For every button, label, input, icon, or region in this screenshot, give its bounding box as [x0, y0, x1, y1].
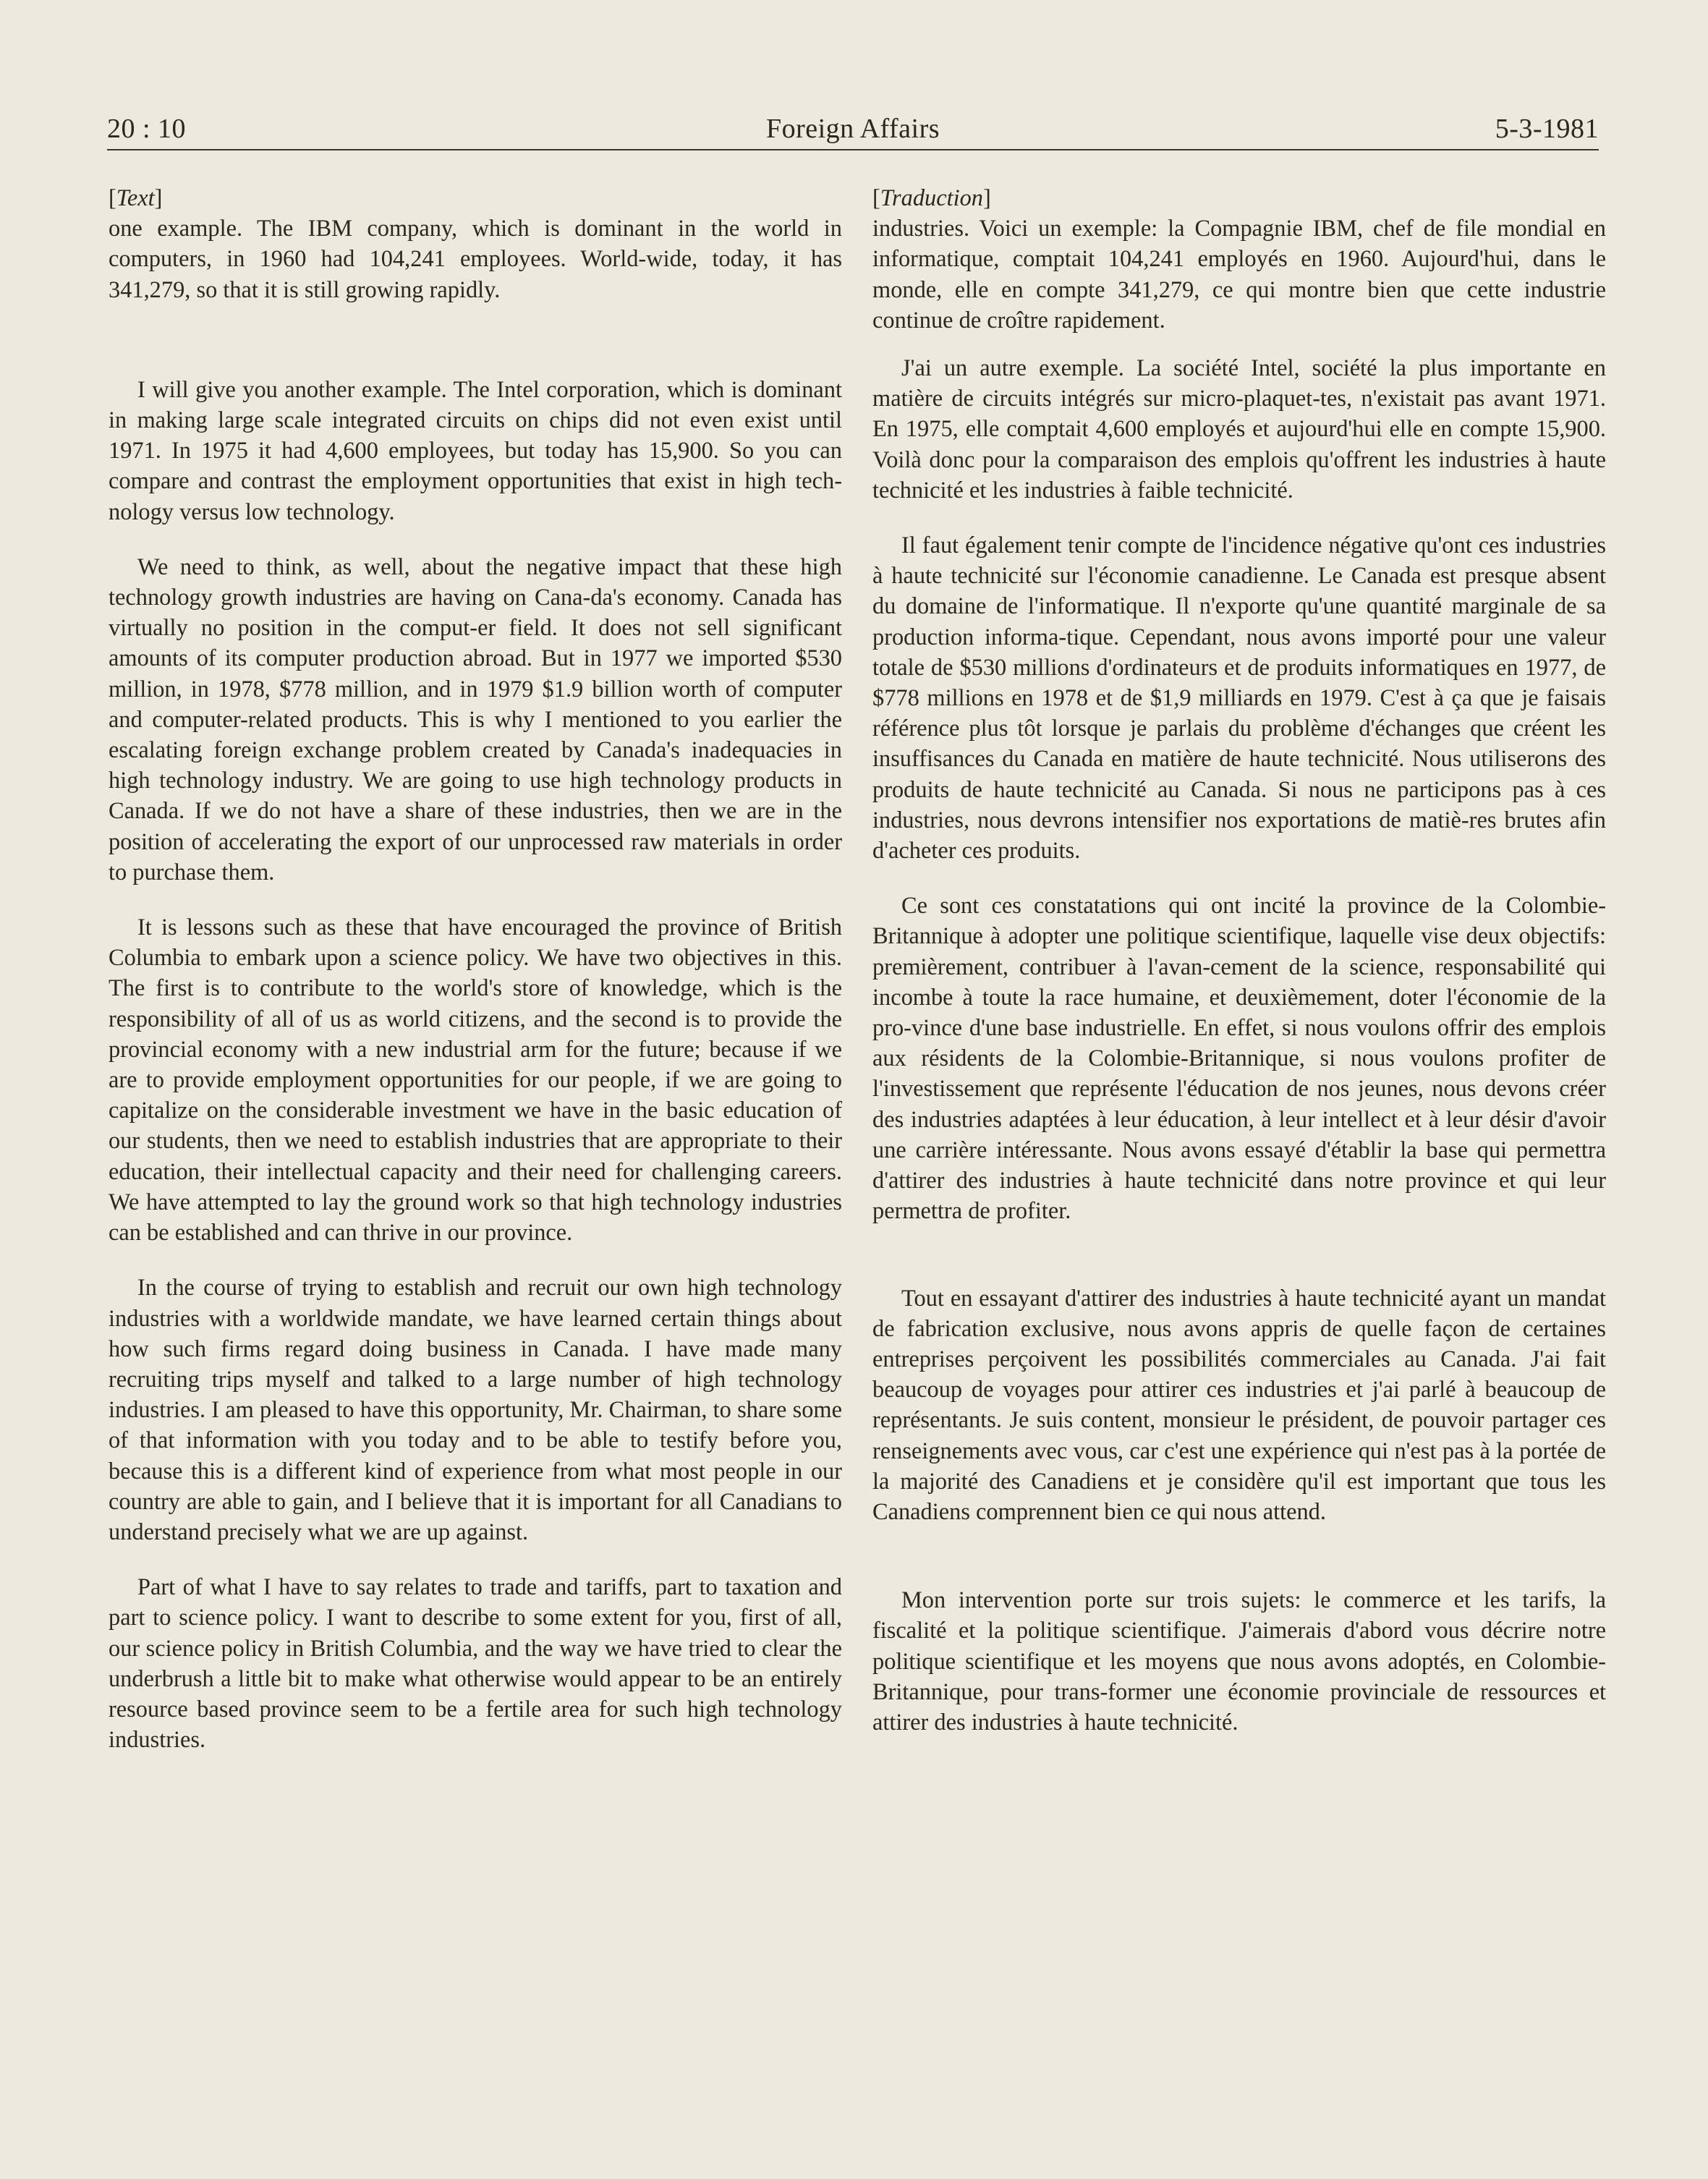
- paragraph: Mon intervention porte sur trois sujets: le commerce et les tarifs, la fiscalité et la politique scientifique. J'aimerais d'abord vous décrire notre politique scientifique et les moyens que nous avons adoptés, en Colombie-Britannique, pour trans-former une économie provinciale de ressources et attirer des industries à haute technicité.: [872, 1587, 1606, 1736]
- paragraph: Il faut également tenir compte de l'incidence négative qu'ont ces industries à haute technicité sur l'économie canadienne. Le Canada est presque absent du domaine de l'informatique. Il n'exporte qu'une quantité marginale de sa production informa-tique. Cependant, nous avons importé pour une valeur totale de $530 millions d'ordinateurs et de produits informatiques en 1977, de $778 millions en 1978 et de $1,9 milliards en 1979. C'est à ça que je faisais référence plus tôt lorsque je parlais du problème d'échanges que créent les insuffisances du Canada en matière de haute technicité. Nous utiliserons des produits de haute technicité au Canada. Si nous ne participons pas à ces industries, nous devrons intensifier nos exportations de matiè-res brutes afin d'acheter ces produits.: [872, 532, 1606, 865]
- paragraph: one example. The IBM company, which is dominant in the world in computers, in 1960 had 104,241 employees. World-wide, today, it has 341,279, so that it is still growing rapidly.: [109, 216, 842, 303]
- paragraph: We need to think, as well, about the negative impact that these high technology growth industries are having on Cana-da's economy. Canada has virtually no position in the comput-er field. It does not sell significant amounts of its computer production abroad. But in 1977 we imported $530 million, in 1978, $778 million, and in 1979 $1.9 billion worth of computer and computer-related products. This is why I mentioned to you earlier the escalating foreign exchange problem created by Canada's inadequacies in high technology industry. We are going to use high technology products in Canada. If we do not have a share of these industries, then we are in the position of accelerating the export of our unprocessed raw materials in order to purchase them.: [109, 553, 842, 885]
- french-translation-column: [872, 183, 1606, 1738]
- paragraph: In the course of trying to establish and recruit our own high technology industries with a worldwide mandate, we have learned certain things about how such firms regard doing business in Canada. I have made many recruiting trips myself and talked to a large number of high technology industries. I am pleased to have this opportunity, Mr. Chairman, to share some of that information with you today and to be able to testify before you, because this is a different kind of experience from what most people in our country are able to gain, and I believe that it is important for all Canadians to understand precisely what we are up against.: [109, 1275, 842, 1545]
- page-number: 20 : 10: [107, 114, 187, 144]
- paragraph: Tout en essayant d'attirer des industries à haute technicité ayant un mandat de fabrication exclusive, nous avons appris de quelle façon de certaines entreprises perçoivent les possibilités commerciales au Canada. J'ai fait beaucoup de voyages pour attirer ces industries et j'ai parlé à beaucoup de représentants. Je suis content, monsieur le président, de pouvoir partager ces renseignements avec vous, car c'est une expérience qui n'est pas à la portée de la majorité des Canadiens et je considère qu'il est important que tous les Canadiens comprennent bien ce qui nous attend.: [872, 1285, 1606, 1525]
- english-text-column: [109, 183, 842, 1755]
- paragraph: Ce sont ces constatations qui ont incité la province de la Colombie-Britannique à adopter une politique scientifique, laquelle vise deux objectifs: premièrement, contribuer à l'avan-cement de la science, responsabilité qui incombe à toute la race humaine, et deuxièmement, doter l'économie de la pro-vince d'une base industrielle. En effet, si nous voulons offrir des emplois aux résidents de la Colombie-Britannique, si nous voulons profiter de l'investissement que représente l'éducation de nos jeunes, nous devons créer des industries adaptées à leur éducation, à leur intellect et à leur désir d'avoir une carrière intéressante. Nous avons essayé d'établir la base qui permettra d'attirer des industries à haute technicité dans notre province et qui leur permettra de profiter.: [872, 893, 1606, 1225]
- issue-date: 5-3-1981: [1495, 114, 1599, 144]
- paragraph: I will give you another example. The Intel corporation, which is dominant in making large scale integrated circuits on chips did not even exist until 1971. In 1975 it had 4,600 employees, but today has 15,900. So you can compare and contrast the employment opportunities that exist in high tech-nology versus low technology.: [109, 376, 842, 525]
- paragraph: J'ai un autre exemple. La société Intel, société la plus importante en matière de circuits intégrés sur micro-plaquet-tes, n'existait pas avant 1971. En 1975, elle comptait 4,600 employés et aujourd'hui elle en compte 15,900. Voilà donc pour la comparaison des emplois qu'offrent les industries à haute technicité et les industries à faible technicité.: [872, 355, 1606, 504]
- column-label-text: [Text]: [109, 185, 163, 211]
- page-header: [107, 107, 1599, 150]
- column-label-traduction: [Traduction]: [872, 185, 991, 211]
- paragraph: It is lessons such as these that have encouraged the province of British Columbia to embark upon a science policy. We have two objectives in this. The first is to contribute to the world's store of knowledge, which is the responsibility of all of us as world citizens, and the second is to provide the provincial economy with a new industrial arm for the future; because if we are to provide employment opportunities for our people, if we are going to capitalize on the considerable investment we have in the basic education of our students, then we need to establish industries that are appropriate to their education, their intellectual capacity and their need for challenging careers. We have attempted to lay the ground work so that high technology industries can be established and can thrive in our province.: [109, 914, 842, 1246]
- paragraph: industries. Voici un exemple: la Compagnie IBM, chef de file mondial en informatique, comptait 104,241 employés en 1960. Aujourd'hui, dans le monde, elle en compte 341,279, ce qui montre bien que cette industrie continue de croître rapidement.: [872, 216, 1606, 334]
- paragraph: Part of what I have to say relates to trade and tariffs, part to taxation and part to science policy. I want to describe to some extent for you, first of all, our science policy in British Columbia, and the way we have tried to clear the underbrush a little bit to make what otherwise would appear to be an entirely resource based province seem to be a fertile area for such high technology industries.: [109, 1574, 842, 1754]
- publication-title: Foreign Affairs: [765, 114, 940, 144]
